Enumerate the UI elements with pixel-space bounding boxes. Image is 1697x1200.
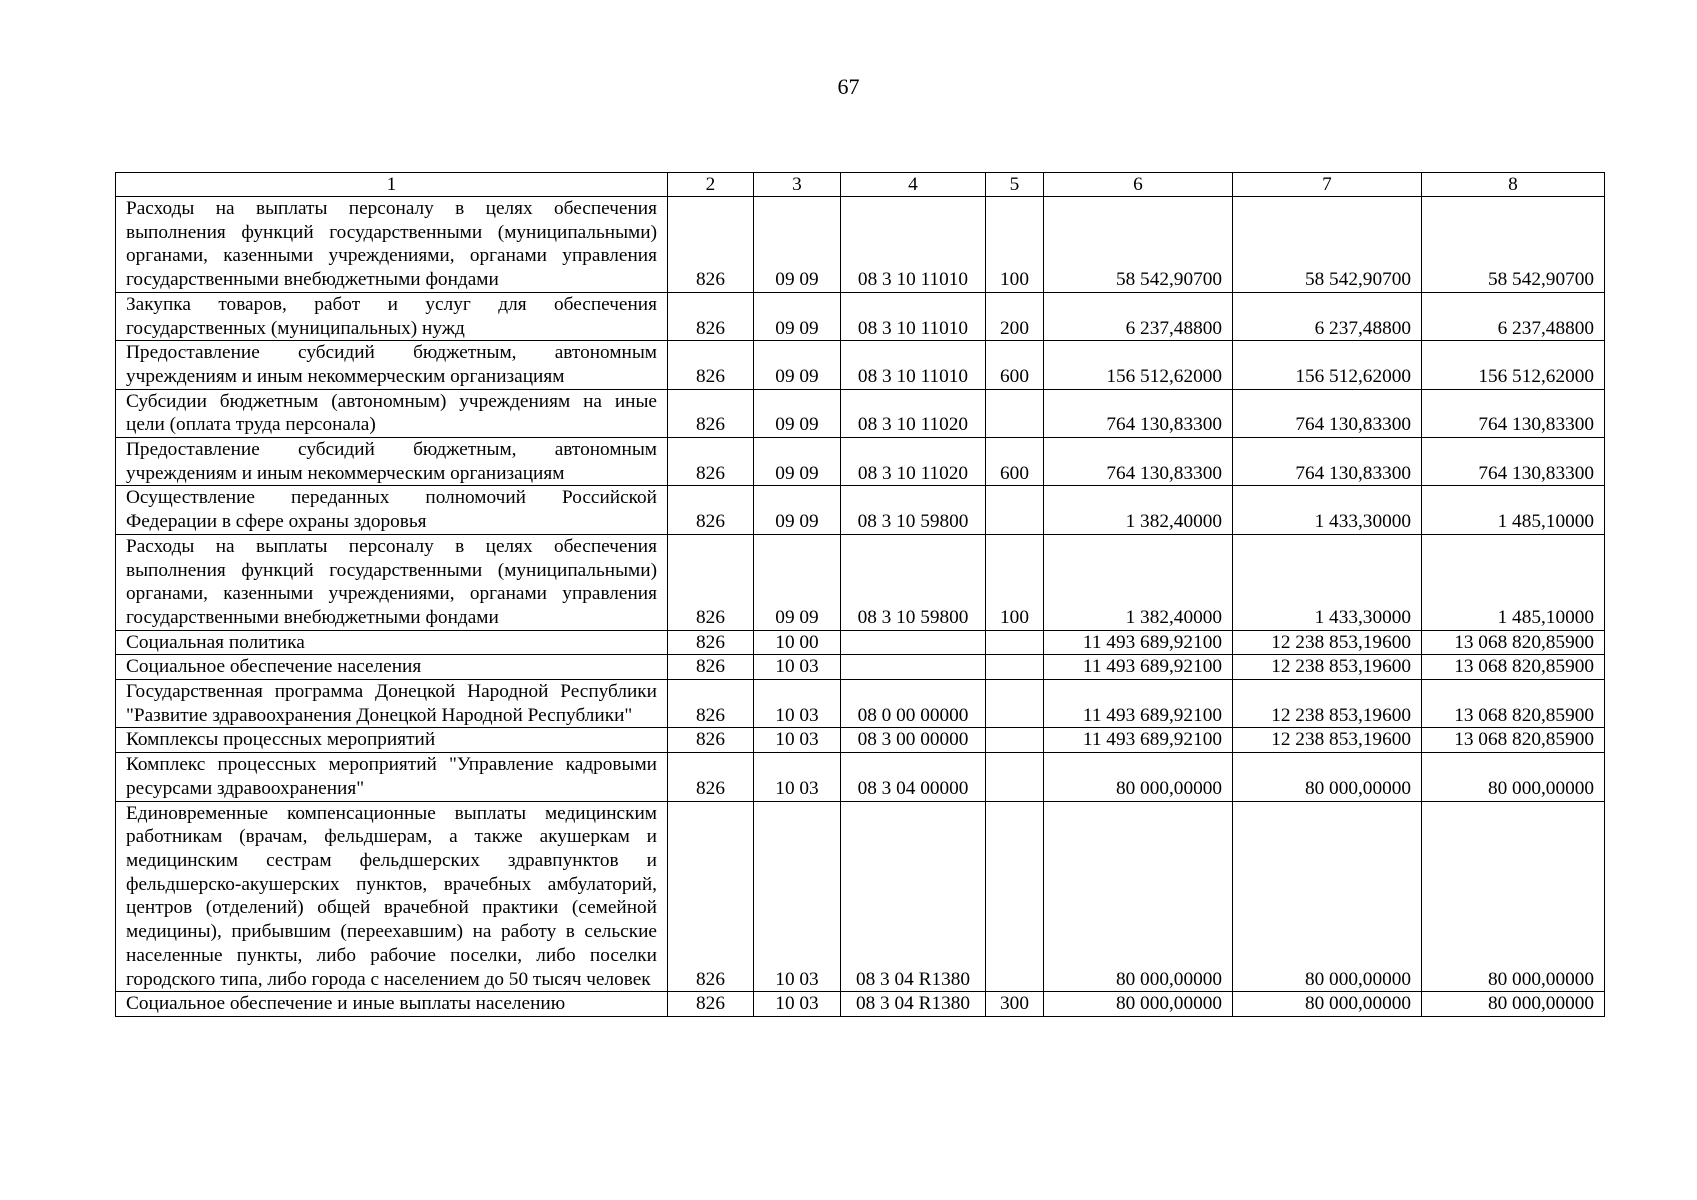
- cell-col-8: 764 130,83300: [1422, 438, 1605, 486]
- cell-col-5: [986, 728, 1044, 753]
- cell-col-4: 08 3 10 11010: [841, 292, 986, 340]
- cell-col-7: 156 512,62000: [1233, 341, 1422, 389]
- cell-col-4: 08 3 10 11020: [841, 438, 986, 486]
- cell-col-6: 80 000,00000: [1044, 753, 1233, 801]
- row-name: Государственная программа Донецкой Народной Республики "Развитие здравоохранения Донецкой Народной Республики": [116, 680, 668, 728]
- cell-col-3: 10 03: [754, 680, 841, 728]
- cell-col-6: 6 237,48800: [1044, 292, 1233, 340]
- cell-col-7: 12 238 853,19600: [1233, 728, 1422, 753]
- cell-col-5: 100: [986, 534, 1044, 630]
- cell-col-4: [841, 655, 986, 680]
- cell-col-3: 09 09: [754, 438, 841, 486]
- cell-col-6: 80 000,00000: [1044, 801, 1233, 992]
- cell-col-3: 09 09: [754, 486, 841, 534]
- cell-col-4: 08 3 00 00000: [841, 728, 986, 753]
- cell-col-5: [986, 655, 1044, 680]
- cell-col-2: 826: [668, 197, 754, 293]
- cell-col-3: 10 03: [754, 992, 841, 1017]
- cell-col-2: 826: [668, 655, 754, 680]
- table-row: [116, 992, 1605, 1017]
- column-header-7: 7: [1233, 173, 1422, 197]
- cell-col-7: 58 542,90700: [1233, 197, 1422, 293]
- cell-col-7: 80 000,00000: [1233, 753, 1422, 801]
- cell-col-2: 826: [668, 292, 754, 340]
- column-header-5: 5: [986, 173, 1044, 197]
- cell-col-3: 10 03: [754, 728, 841, 753]
- cell-col-8: 80 000,00000: [1422, 801, 1605, 992]
- budget-table: [115, 172, 1605, 1017]
- cell-col-5: [986, 389, 1044, 437]
- cell-col-7: 80 000,00000: [1233, 992, 1422, 1017]
- cell-col-6: 58 542,90700: [1044, 197, 1233, 293]
- table-row: [116, 801, 1605, 992]
- cell-col-3: 10 03: [754, 655, 841, 680]
- row-name: Закупка товаров, работ и услуг для обеспечения государственных (муниципальных) нужд: [116, 292, 668, 340]
- cell-col-3: 09 09: [754, 292, 841, 340]
- cell-col-4: 08 3 04 R1380: [841, 801, 986, 992]
- cell-col-4: 08 3 10 59800: [841, 534, 986, 630]
- cell-col-8: 764 130,83300: [1422, 389, 1605, 437]
- cell-col-7: 6 237,48800: [1233, 292, 1422, 340]
- cell-col-6: 1 382,40000: [1044, 486, 1233, 534]
- cell-col-7: 1 433,30000: [1233, 486, 1422, 534]
- cell-col-6: 80 000,00000: [1044, 992, 1233, 1017]
- cell-col-3: 10 00: [754, 630, 841, 655]
- row-name: Расходы на выплаты персоналу в целях обеспечения выполнения функций государственными (муниципальными) органами, казенными учреждениями, органами управления государственными внебюджетными фондами: [116, 534, 668, 630]
- column-header-3: 3: [754, 173, 841, 197]
- table-row: [116, 753, 1605, 801]
- cell-col-2: 826: [668, 680, 754, 728]
- cell-col-8: 80 000,00000: [1422, 992, 1605, 1017]
- cell-col-3: 09 09: [754, 341, 841, 389]
- row-name: Осуществление переданных полномочий Российской Федерации в сфере охраны здоровья: [116, 486, 668, 534]
- cell-col-5: 100: [986, 197, 1044, 293]
- table-row: [116, 438, 1605, 486]
- cell-col-8: 1 485,10000: [1422, 534, 1605, 630]
- cell-col-4: 08 3 04 00000: [841, 753, 986, 801]
- cell-col-7: 12 238 853,19600: [1233, 630, 1422, 655]
- cell-col-2: 826: [668, 753, 754, 801]
- table-row: [116, 534, 1605, 630]
- column-header-4: 4: [841, 173, 986, 197]
- cell-col-6: 1 382,40000: [1044, 534, 1233, 630]
- cell-col-3: 10 03: [754, 753, 841, 801]
- table-header-row: [116, 173, 1605, 197]
- table-row: [116, 197, 1605, 293]
- cell-col-7: 764 130,83300: [1233, 438, 1422, 486]
- cell-col-2: 826: [668, 389, 754, 437]
- cell-col-2: 826: [668, 438, 754, 486]
- cell-col-5: [986, 801, 1044, 992]
- cell-col-3: 09 09: [754, 389, 841, 437]
- cell-col-2: 826: [668, 486, 754, 534]
- cell-col-6: 11 493 689,92100: [1044, 728, 1233, 753]
- table-row: [116, 680, 1605, 728]
- cell-col-6: 11 493 689,92100: [1044, 680, 1233, 728]
- cell-col-5: 300: [986, 992, 1044, 1017]
- cell-col-5: 200: [986, 292, 1044, 340]
- cell-col-5: 600: [986, 341, 1044, 389]
- row-name: Комплекс процессных мероприятий "Управление кадровыми ресурсами здравоохранения": [116, 753, 668, 801]
- cell-col-4: 08 3 04 R1380: [841, 992, 986, 1017]
- row-name: Единовременные компенсационные выплаты медицинским работникам (врачам, фельдшерам, а также акушеркам и медицинским сестрам фельдшерских здравпунктов и фельдшерско-акушерских пунктов, врачебных амбулаторий, центров (отделений) общей врачебной практики (семейной медицины), прибывшим (переехавшим) на работу в сельские населенные пункты, либо рабочие поселки, либо поселки городского типа, либо города с населением до 50 тысяч человек: [116, 801, 668, 992]
- table-row: [116, 655, 1605, 680]
- table-row: [116, 630, 1605, 655]
- cell-col-2: 826: [668, 630, 754, 655]
- cell-col-5: [986, 630, 1044, 655]
- cell-col-2: 826: [668, 534, 754, 630]
- page-number: 67: [837, 74, 860, 99]
- cell-col-4: 08 3 10 11020: [841, 389, 986, 437]
- column-header-1: 1: [116, 173, 668, 197]
- cell-col-3: 09 09: [754, 197, 841, 293]
- cell-col-2: 826: [668, 992, 754, 1017]
- cell-col-6: 764 130,83300: [1044, 438, 1233, 486]
- cell-col-4: 08 3 10 11010: [841, 197, 986, 293]
- cell-col-4: [841, 630, 986, 655]
- column-header-2: 2: [668, 173, 754, 197]
- row-name: Социальное обеспечение и иные выплаты населению: [116, 992, 668, 1017]
- cell-col-8: 13 068 820,85900: [1422, 680, 1605, 728]
- cell-col-6: 11 493 689,92100: [1044, 655, 1233, 680]
- cell-col-7: 1 433,30000: [1233, 534, 1422, 630]
- row-name: Предоставление субсидий бюджетным, автономным учреждениям и иным некоммерческим организациям: [116, 438, 668, 486]
- cell-col-5: [986, 680, 1044, 728]
- cell-col-6: 156 512,62000: [1044, 341, 1233, 389]
- cell-col-3: 10 03: [754, 801, 841, 992]
- cell-col-4: 08 0 00 00000: [841, 680, 986, 728]
- cell-col-7: 764 130,83300: [1233, 389, 1422, 437]
- cell-col-8: 13 068 820,85900: [1422, 728, 1605, 753]
- row-name: Предоставление субсидий бюджетным, автономным учреждениям и иным некоммерческим организациям: [116, 341, 668, 389]
- cell-col-4: 08 3 10 59800: [841, 486, 986, 534]
- cell-col-8: 1 485,10000: [1422, 486, 1605, 534]
- row-name: Социальная политика: [116, 630, 668, 655]
- table-row: [116, 728, 1605, 753]
- cell-col-8: 80 000,00000: [1422, 753, 1605, 801]
- row-name: Комплексы процессных мероприятий: [116, 728, 668, 753]
- table-row: [116, 389, 1605, 437]
- cell-col-8: 156 512,62000: [1422, 341, 1605, 389]
- cell-col-2: 826: [668, 801, 754, 992]
- cell-col-6: 11 493 689,92100: [1044, 630, 1233, 655]
- cell-col-8: 6 237,48800: [1422, 292, 1605, 340]
- column-header-6: 6: [1044, 173, 1233, 197]
- table-body: [116, 197, 1605, 1017]
- cell-col-2: 826: [668, 728, 754, 753]
- cell-col-8: 13 068 820,85900: [1422, 655, 1605, 680]
- row-name: Расходы на выплаты персоналу в целях обеспечения выполнения функций государственными (муниципальными) органами, казенными учреждениями, органами управления государственными внебюджетными фондами: [116, 197, 668, 293]
- cell-col-4: 08 3 10 11010: [841, 341, 986, 389]
- cell-col-5: 600: [986, 438, 1044, 486]
- cell-col-3: 09 09: [754, 534, 841, 630]
- cell-col-7: 80 000,00000: [1233, 801, 1422, 992]
- table-row: [116, 486, 1605, 534]
- cell-col-8: 13 068 820,85900: [1422, 630, 1605, 655]
- column-header-8: 8: [1422, 173, 1605, 197]
- cell-col-2: 826: [668, 341, 754, 389]
- row-name: Субсидии бюджетным (автономным) учреждениям на иные цели (оплата труда персонала): [116, 389, 668, 437]
- cell-col-5: [986, 753, 1044, 801]
- cell-col-7: 12 238 853,19600: [1233, 680, 1422, 728]
- cell-col-8: 58 542,90700: [1422, 197, 1605, 293]
- table-row: [116, 341, 1605, 389]
- table-row: [116, 292, 1605, 340]
- cell-col-5: [986, 486, 1044, 534]
- cell-col-7: 12 238 853,19600: [1233, 655, 1422, 680]
- cell-col-6: 764 130,83300: [1044, 389, 1233, 437]
- row-name: Социальное обеспечение населения: [116, 655, 668, 680]
